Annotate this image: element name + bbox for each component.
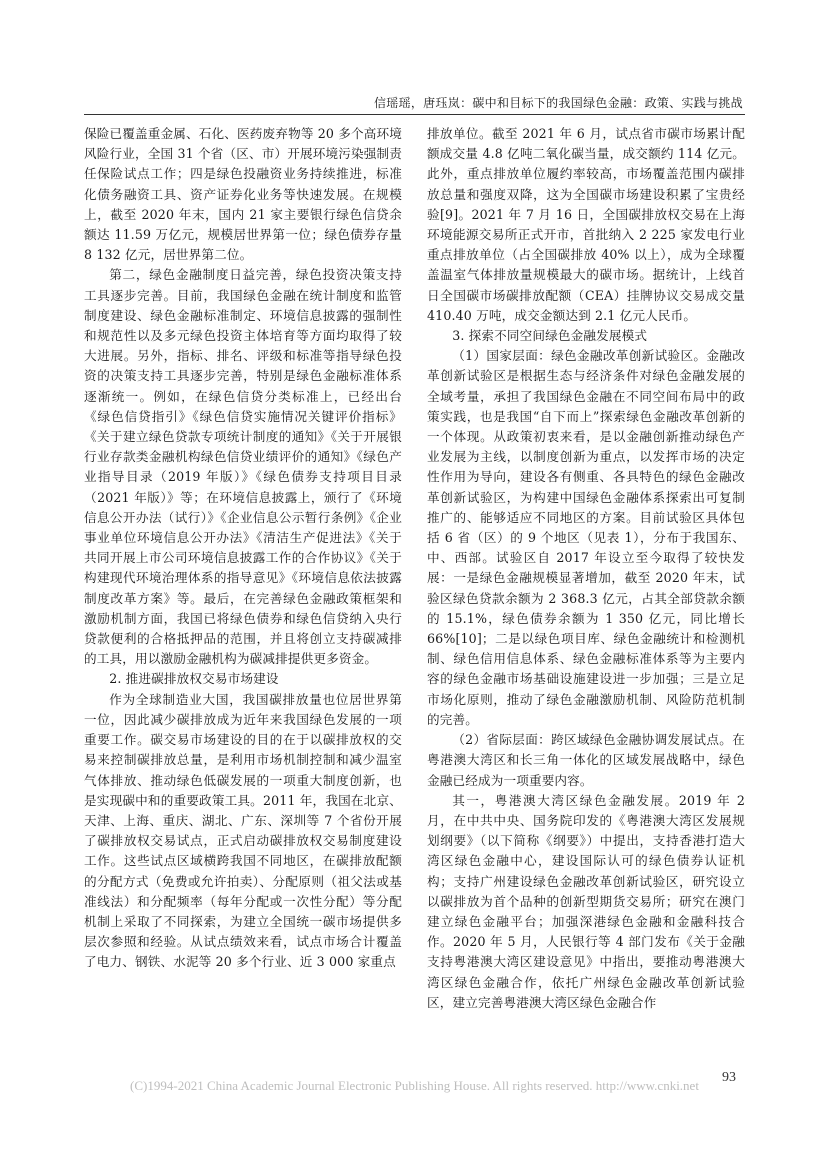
running-head: 信瑶瑶，唐珏岚：碳中和目标下的我国绿色金融：政策、实践与挑战 <box>373 96 743 110</box>
page-number: 93 <box>722 1070 736 1085</box>
paragraph: 保险已覆盖重金属、石化、医药废弃物等 20 多个高环境风险行业，全国 31 个省（区、市）开展环境污染强制责任保险试点工作；四是绿色投融资业务持续推进，标准化债务融资工具、资产证券化业务等快速发展。在规模上，截至 2020 年末，国内 21 家主要银行绿色信贷余额达 11.59 万亿元，规模居世界第一位；绿色债券存量 8 132 亿元，居世界第二位。 <box>84 126 402 263</box>
paragraph: 其一，粤港澳大湾区绿色金融发展。2019 年 2 月，在中共中央、国务院印发的《粤港澳大湾区发展规划纲要》（以下简称《纲要》）中提出，支持香港打造大湾区绿色金融中心，建设国际认可的绿色债券认证机构；支持广州建设绿色金融改革创新试验区，研究设立以碳排放为首个品种的创新型期货交易所；研究在澳门建立绿色金融平台；加强深港绿色金融和金融科技合作。2020 年 5 月，人民银行等 4 部门发布《关于金融支持粤港澳大湾区建设意见》中指出，要推动粤港澳大湾区绿色金融合作，依托广州绿色金融改革创新试验区，建立完善粤港澳大湾区绿色金融合作 <box>427 792 745 1010</box>
paragraph: （1）国家层面：绿色金融改革创新试验区。金融改革创新试验区是根据生态与经济条件对绿色金融发展的全域考量，承担了我国绿色金融在不同空间布局中的政策实践，也是我国“自下而上”探索绿色金融改革创新的一个体现。从政策初衷来看，是以金融创新推动绿色产业发展为主线，以制度创新为重点，以发挥市场的决定性作用为导向，建设各有侧重、各具特色的绿色金融改革创新试验区，为构建中国绿色金融体系探索出可复制推广的、能够适应不同地区的方案。目前试验区具体包括 6 省（区）的 9 个地区（见表 1），分布于我国东、中、西部。试验区自 2017 年设立至今取得了较快发展：一是绿色金融规模显著增加，截至 2020 年末，试验区绿色贷款余额为 2 368.3 亿元，占其全部贷款余额的 15.1%，绿色债券余额为 1 350 亿元，同比增长 66%[10]；二是以绿色项目库、绿色金融统计和检测机制、绿色信用信息体系、绿色金融标准体系等为主要内容的绿色金融市场基础设施建设进一步加强；三是立足市场化原则，推动了绿色金融激励机制、风险防范机制的完善。 <box>427 348 745 727</box>
paragraph: （2）省际层面：跨区域绿色金融协调发展试点。在粤港澳大湾区和长三角一体化的区域发展战略中，绿色金融已经成为一项重要内容。 <box>427 732 745 788</box>
left-column <box>84 124 402 973</box>
right-column <box>427 124 745 1013</box>
copyright-footer: (C)1994-2021 China Academic Journal Electronic Publishing House. All rights reserved. http://www.cnki.net <box>130 1078 699 1093</box>
paragraph: 第二，绿色金融制度日益完善，绿色投资决策支持工具逐步完善。目前，我国绿色金融在统计制度和监管制度建设、绿色金融标准制定、环境信息披露的强制性和规范性以及多元绿色投资主体培育等方面均取得了较大进展。另外，指标、排名、评级和标准等指导绿色投资的决策支持工具逐步完善，特别是绿色金融标准体系逐渐统一。例如，在绿色信贷分类标准上，已经出台《绿色信贷指引》《绿色信贷实施情况关键评价指标》《关于建立绿色贷款专项统计制度的通知》《关于开展银行业存款类金融机构绿色信贷业绩评价的通知》《绿色产业指导目录（2019 年版）》《绿色债券支持项目目录（2021 年版）》等；在环境信息披露上，颁行了《环境信息公开办法（试行）》《企业信息公示暂行条例》《企业事业单位环境信息公开办法》《清洁生产促进法》《关于共同开展上市公司环境信息披露工作的合作协议》《关于构建现代环境治理体系的指导意见》《环境信息依法披露制度改革方案》等。最后，在完善绿色金融政策框架和激励机制方面，我国已将绿色债券和绿色信贷纳入央行贷款便利的合格抵押品的范围，并且将创立支持碳减排的工具，用以激励金融机构为碳减排提供更多资金。 <box>84 267 402 667</box>
header-rule <box>84 114 745 115</box>
paragraph: 作为全球制造业大国，我国碳排放量也位居世界第一位，因此减少碳排放成为近年来我国绿色发展的一项重要工作。碳交易市场建设的目的在于以碳排放权的交易来控制碳排放总量，是利用市场机制控制和减少温室气体排放、推动绿色低碳发展的一项重大制度创新，也是实现碳中和的重要政策工具。2011 年，我国在北京、天津、上海、重庆、湖北、广东、深圳等 7 个省份开展了碳排放权交易试点，正式启动碳排放权交易制度建设工作。这些试点区域横跨我国不同地区，在碳排放配额的分配方式（免费或允许拍卖）、分配原则（祖父法或基准线法）和分配频率（每年分配或一次性分配）等分配机制上采取了不同探索，为建立全国统一碳市场提供多层次参照和经验。从试点绩效来看，试点市场合计覆盖了电力、钢铁、水泥等 20 多个行业、近 3 000 家重点 <box>84 691 402 970</box>
paragraph: 3. 探索不同空间绿色金融发展模式 <box>452 328 648 344</box>
paragraph: 2. 推进碳排放权交易市场建设 <box>109 671 279 687</box>
paragraph: 排放单位。截至 2021 年 6 月，试点省市碳市场累计配额成交量 4.8 亿吨二氧化碳当量，成交额约 114 亿元。此外，重点排放单位履约率较高，市场覆盖范围内碳排放总量和强度双降，这为全国碳市场建设积累了宝贵经验[9]。2021 年 7 月 16 日，全国碳排放权交易在上海环境能源交易所正式开市，首批纳入 2 225 家发电行业重点排放单位（占全国碳排放 40% 以上），成为全球覆盖温室气体排放量规模最大的碳市场。据统计，上线首日全国碳市场碳排放配额（CEA）挂牌协议交易成交量 410.40 万吨，成交金额达到 2.1 亿元人民币。 <box>427 126 745 323</box>
